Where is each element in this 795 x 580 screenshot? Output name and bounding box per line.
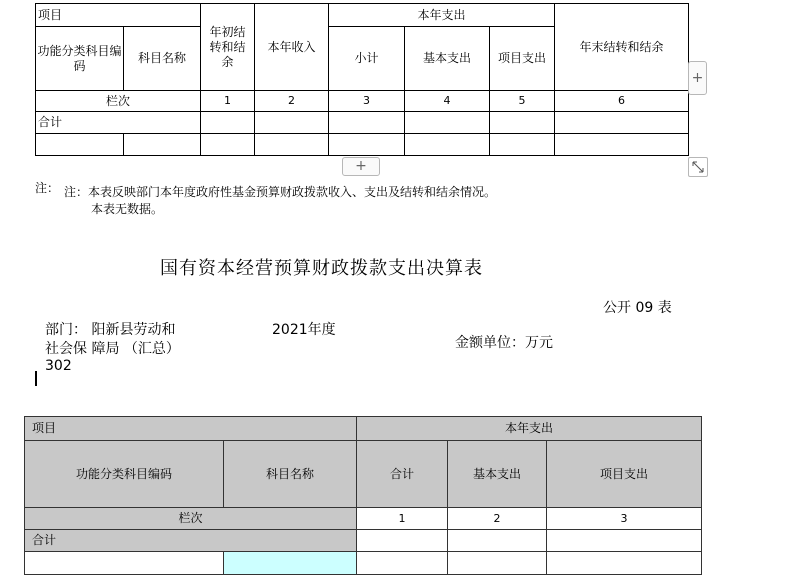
resize-arrows-icon (689, 158, 707, 176)
header-expense-group: 本年支出 (329, 4, 555, 27)
header-project: 项目支出 (490, 27, 555, 91)
header-subject-name: 科目名称 (224, 441, 357, 508)
header-project: 项目支出 (547, 441, 702, 508)
table-cell[interactable] (490, 112, 555, 134)
state-capital-expense-table (24, 416, 702, 575)
add-row-button[interactable]: + (342, 157, 380, 176)
note-prefix: 注： (35, 181, 60, 195)
header-end-balance: 年末结转和结余 (555, 4, 689, 91)
table-number: 公开 09 表 (603, 300, 672, 316)
text-cursor (35, 371, 37, 386)
table-cell[interactable] (329, 112, 405, 134)
table-cell[interactable] (329, 134, 405, 156)
col-number: 3 (329, 91, 405, 112)
table-cell[interactable] (255, 134, 329, 156)
department-line-1: 部门： 阳新县劳动和 (45, 322, 176, 338)
col-number: 2 (255, 91, 329, 112)
department-code: 302 (45, 358, 72, 374)
header-func-code: 功能分类科目编码 (25, 441, 224, 508)
fund-budget-table (35, 3, 689, 156)
add-column-button[interactable]: + (688, 61, 707, 95)
table-cell[interactable] (547, 530, 702, 552)
col-number: 1 (201, 91, 255, 112)
col-number: 2 (448, 508, 547, 530)
col-number: 1 (357, 508, 448, 530)
table-cell[interactable] (124, 134, 201, 156)
header-expense-group: 本年支出 (357, 417, 702, 441)
table-cell[interactable] (405, 134, 490, 156)
header-item: 项目 (36, 4, 201, 27)
table-cell[interactable] (555, 112, 689, 134)
table-cell[interactable] (357, 530, 448, 552)
amount-unit: 金额单位：万元 (455, 335, 553, 351)
table-cell[interactable] (555, 134, 689, 156)
header-item: 项目 (25, 417, 357, 441)
note-line-2: 本表无数据。 (91, 202, 164, 216)
col-number: 5 (490, 91, 555, 112)
col-number: 4 (405, 91, 490, 112)
header-basic: 基本支出 (405, 27, 490, 91)
department-line-2: 社会保 障局 （汇总） (45, 341, 180, 357)
header-basic: 基本支出 (448, 441, 547, 508)
table-cell[interactable] (36, 134, 124, 156)
report-year: 2021年度 (272, 322, 336, 338)
table-resize-handle[interactable] (688, 157, 708, 177)
col-number: 6 (555, 91, 689, 112)
table-cell[interactable] (448, 552, 547, 575)
header-income: 本年收入 (255, 4, 329, 91)
row-label: 栏次 (25, 508, 357, 530)
table-cell[interactable] (25, 552, 224, 575)
table-cell[interactable] (405, 112, 490, 134)
table-cell[interactable] (490, 134, 555, 156)
table-cell[interactable] (448, 530, 547, 552)
row-label: 栏次 (36, 91, 201, 112)
header-func-code: 功能分类科目编码 (36, 27, 124, 91)
report-title: 国有资本经营预算财政拨款支出决算表 (160, 258, 483, 279)
total-row-label: 合计 (36, 112, 201, 134)
table-cell[interactable] (357, 552, 448, 575)
header-total: 合计 (357, 441, 448, 508)
header-subtotal: 小计 (329, 27, 405, 91)
total-row-label: 合计 (25, 530, 357, 552)
note-line-1: 注：本表反映部门本年度政府性基金预算财政拨款收入、支出及结转和结余情况。 (64, 185, 497, 199)
selected-table-cell[interactable] (224, 552, 357, 575)
table-cell[interactable] (547, 552, 702, 575)
table-cell[interactable] (255, 112, 329, 134)
header-subject-name: 科目名称 (124, 27, 201, 91)
header-begin-balance: 年初结转和结余 (201, 4, 255, 91)
table-cell[interactable] (201, 112, 255, 134)
col-number: 3 (547, 508, 702, 530)
table-cell[interactable] (201, 134, 255, 156)
